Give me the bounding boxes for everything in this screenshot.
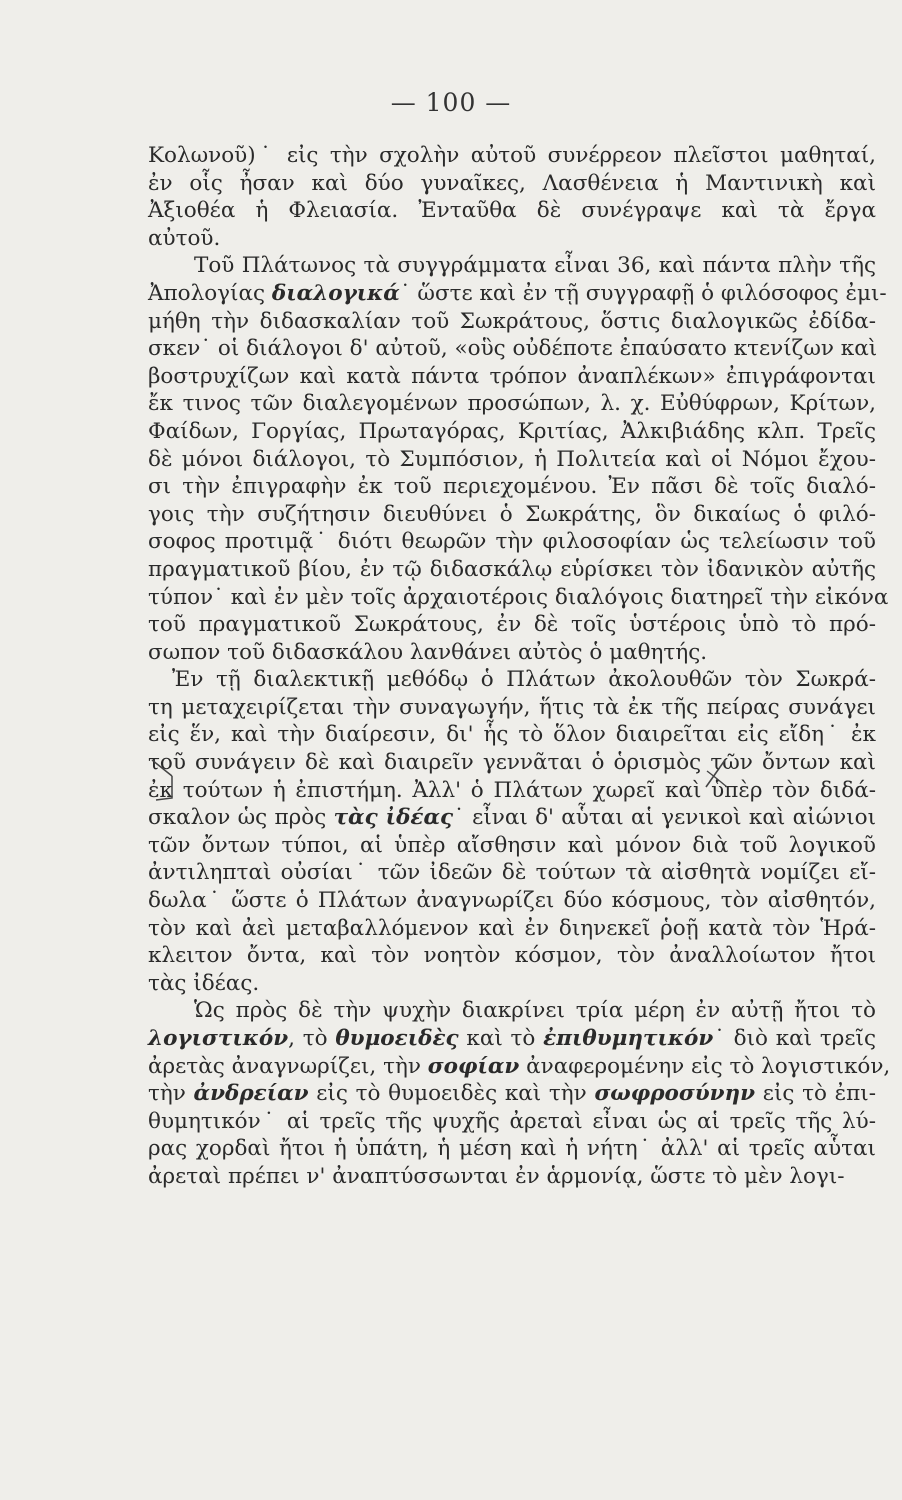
handwritten-x-mark <box>703 757 729 793</box>
text-line: λογιστικόν, τὸ θυμοειδὲς καὶ τὸ ἐπιθυμητικόν˙ διὸ καὶ τρεῖς <box>148 1026 876 1051</box>
text-line: ἐν οἷς ἦσαν καὶ δύο γυναῖκες, Λασθένεια ἡ Μαντινικὴ καὶ <box>148 170 876 196</box>
text-line: γοις τὴν συζήτησιν διευθύνει ὁ Σωκράτης, ὃν δικαίως ὁ φιλό- <box>148 501 876 527</box>
text-line: Κολωνοῦ)˙ εἰς τὴν σχολὴν αὐτοῦ συνέρρεον πλεῖστοι μαθηταί, <box>148 143 876 168</box>
text-line: πραγματικοῦ βίου, ἐν τῷ διδασκάλῳ εὑρίσκει τὸν ἰδανικὸν αὐτῆς <box>148 556 876 582</box>
text-line: Ἐν τῇ διαλεκτικῇ μεθόδῳ ὁ Πλάτων ἀκολουθῶν τὸν Σωκρά- <box>172 667 876 693</box>
text-line: Τοῦ Πλάτωνος τὰ συγγράμματα εἶναι 36, καὶ πάντα πλὴν τῆς <box>194 253 876 279</box>
text-line: τὰς ἰδέας. <box>148 970 260 996</box>
text-line: σι τὴν ἐπιγραφὴν ἐκ τοῦ περιεχομένου. Ἐν πᾶσι δὲ τοῖς διαλό- <box>148 474 876 500</box>
text-line: Φαίδων, Γοργίας, Πρωταγόρας, Κριτίας, Ἀλκιβιάδης κλπ. Τρεῖς <box>148 418 876 444</box>
text-line: τὸν καὶ ἀεὶ μεταβαλλόμενον καὶ ἐν διηνεκεῖ ῥοῇ κατὰ τὸν Ἡρά- <box>148 915 876 941</box>
text-line: δωλα˙ ὥστε ὁ Πλάτων ἀναγνωρίζει δύο κόσμους, τὸν αἰσθητόν, <box>148 888 876 914</box>
text-line: σκεν˙ οἱ διάλογοι δ' αὐτοῦ, «οὓς οὐδέποτε ἐπαύσατο κτενίζων καὶ <box>148 336 878 362</box>
text-line: τῶν ὄντων τύποι, αἱ ὑπὲρ αἴσθησιν καὶ μόνον διὰ τοῦ λογικοῦ <box>148 832 876 858</box>
page-number: — 100 — <box>390 88 512 117</box>
text-line: κλειτον ὄντα, καὶ τὸν νοητὸν κόσμον, τὸν ἀναλλοίωτον ἤτοι <box>148 943 876 969</box>
text-line: ἀντιληπταὶ οὐσίαι˙ τῶν ἰδεῶν δὲ τούτων τὰ αἰσθητὰ νομίζει εἴ- <box>148 860 876 886</box>
text-line: Ὡς πρὸς δὲ τὴν ψυχὴν διακρίνει τρία μέρη ἐν αὐτῇ ἤτοι τὸ <box>194 998 876 1024</box>
text-line: σοφος προτιμᾷ˙ διότι θεωρῶν τὴν φιλοσοφίαν ὡς τελείωσιν τοῦ <box>148 529 876 555</box>
text-line: σωπον τοῦ διδασκάλου λανθάνει αὐτὸς ὁ μαθητής. <box>148 639 708 665</box>
emphasized-term: λογιστικόν <box>148 1026 289 1051</box>
text-line: θυμητικόν˙ αἱ τρεῖς τῆς ψυχῆς ἀρεταὶ εἶναι ὡς αἱ τρεῖς τῆς λύ- <box>148 1108 876 1134</box>
text-line: τοῦ συνάγειν δὲ καὶ διαιρεῖν γεννᾶται ὁ ὁρισμὸς τῶν ὄντων καὶ <box>148 750 876 776</box>
emphasized-term: σωφροσύνην <box>594 1081 756 1107</box>
emphasized-term: διαλογικά <box>271 280 400 306</box>
text-line: σκαλον ὡς πρὸς τὰς ἰδέας˙ εἶναι δ' αὗται αἱ γενικοὶ καὶ αἰώνιοι <box>148 805 877 831</box>
text-line: μήθη τὴν διδασκαλίαν τοῦ Σωκράτους, ὅστις διαλογικῶς ἐδίδα- <box>148 308 876 334</box>
text-line: αὐτοῦ. <box>148 225 221 251</box>
emphasized-term: θυμοειδὲς <box>335 1026 459 1051</box>
text-line: τύπον˙ καὶ ἐν μὲν τοῖς ἀρχαιοτέροις διαλόγοις διατηρεῖ τὴν εἰκόνα <box>148 584 889 610</box>
text-line: τὴν ἀνδρείαν εἰς τὸ θυμοειδὲς καὶ τὴν σωφροσύνην εἰς τὸ ἐπι- <box>148 1081 876 1107</box>
body-text <box>148 142 891 1191</box>
text-line: Ἀξιοθέα ἡ Φλειασία. Ἐνταῦθα δὲ συνέγραψε καὶ τὰ ἔργα <box>148 198 876 224</box>
text-line: ἔκ τινος τῶν διαλεγομένων προσώπων, λ. χ. Εὐθύφρων, Κρίτων, <box>148 391 876 417</box>
text-line: ἀρεταὶ πρέπει ν' ἀναπτύσσωνται ἐν ἁρμονίᾳ, ὥστε τὸ μὲν λογι- <box>148 1163 845 1189</box>
emphasized-term: σοφίαν <box>427 1053 520 1079</box>
text-line: ἐκ τούτων ἡ ἐπιστήμη. Ἀλλ' ὁ Πλάτων χωρεῖ καὶ ὑπὲρ τὸν διδά- <box>148 777 876 803</box>
emphasized-term: ἐπιθυμητικόν <box>543 1026 714 1051</box>
text-line: εἰς ἕν, καὶ τὴν διαίρεσιν, δι' ἧς τὸ ὅλον διαιρεῖται εἰς εἴδη˙ ἐκ <box>148 722 876 748</box>
emphasized-term: ἀνδρείαν <box>193 1081 309 1107</box>
text-line: τοῦ πραγματικοῦ Σωκράτους, ἐν δὲ τοῖς ὑστέροις ὑπὸ τὸ πρό- <box>148 612 876 638</box>
text-line: δὲ μόνοι διάλογοι, τὸ Συμπόσιον, ἡ Πολιτεία καὶ οἱ Νόμοι ἔχου- <box>148 446 876 472</box>
text-line: βοστρυχίζων καὶ κατὰ πάντα τρόπον ἀναπλέκων» ἐπιγράφονται <box>148 363 876 389</box>
text-line: ρας χορδαὶ ἤτοι ἡ ὑπάτη, ἡ μέση καὶ ἡ νήτη˙ ἀλλ' αἱ τρεῖς αὗται <box>148 1136 876 1162</box>
handwritten-bracket-mark <box>148 758 178 802</box>
emphasized-term: τὰς ἰδέας <box>333 805 454 831</box>
text-line: ἀρετὰς ἀναγνωρίζει, τὴν σοφίαν ἀναφερομένην εἰς τὸ λογιστικόν, <box>148 1053 891 1079</box>
text-line: Ἀπολογίας διαλογικά˙ ὥστε καὶ ἐν τῇ συγγραφῇ ὁ φιλόσοφος ἐμι- <box>148 280 887 306</box>
text-line: τη μεταχειρίζεται τὴν συναγωγήν, ἥτις τὰ ἐκ τῆς πείρας συνάγει <box>148 694 876 720</box>
